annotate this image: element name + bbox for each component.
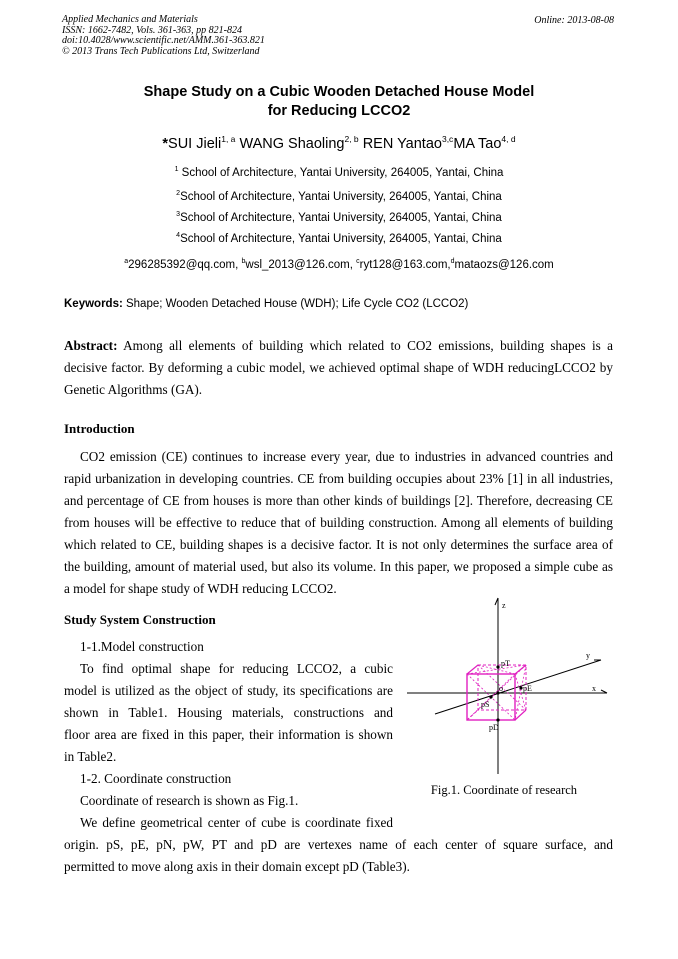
affiliation-3 (0, 211, 678, 224)
body-line: model is utilized as the object of study, its specifications are (64, 683, 393, 698)
label-x: x (592, 684, 596, 693)
paper-title (0, 83, 678, 121)
coordinate-figure (405, 596, 615, 778)
affiliation-1 (0, 166, 678, 179)
journal-name: Applied Mechanics and Materials (62, 14, 198, 25)
author-affil: 4, d (501, 134, 516, 144)
label-pT: pT (501, 659, 510, 668)
body-line: Coordinate of research is shown as Fig.1. (80, 793, 299, 808)
affiliation-text: School of Architecture, Yantai University, 264005, Yantai, China (180, 190, 502, 203)
online-date: Online: 2013-08-08 (534, 15, 614, 26)
email-address[interactable]: wsl_2013@126.com, (245, 258, 357, 271)
abstract-label: Abstract: (64, 338, 118, 353)
intro-heading: Introduction (64, 421, 135, 436)
author-name: SUI Jieli (168, 135, 222, 152)
issn: ISSN: 1662-7482, Vols. 361-363, pp 821-824 (62, 24, 242, 36)
author-name: WANG Shaoling (239, 135, 345, 152)
point-pT (496, 665, 499, 668)
study-heading: Study System Construction (64, 612, 216, 627)
label-pE: pE (523, 684, 532, 693)
author-affil: 3,c (441, 134, 454, 144)
email-mark: d (450, 258, 455, 265)
title-line-2: for Reducing LCCO2 (267, 103, 411, 119)
body-line: permitted to move along axis in their domain except pD (Table3). (64, 859, 410, 874)
label-o: o (499, 684, 503, 693)
author-list (0, 134, 678, 152)
body-line: We define geometrical center of cube is coordinate fixed (80, 815, 393, 830)
label-pS: pS (481, 700, 490, 709)
affiliation-text: School of Architecture, Yantai University, 264005, Yantai, China (180, 232, 502, 245)
body-line: in Table2. (64, 749, 117, 764)
cube-edge (515, 710, 526, 720)
affiliation-text: School of Architecture, Yantai University, 264005, Yantai, China (181, 166, 504, 179)
email-address[interactable]: ryt128@163.com, (359, 258, 451, 271)
author-affil: 2, b (344, 134, 359, 144)
subsection-1-1: 1-1.Model construction (80, 639, 204, 654)
title-line-1: Shape Study on a Cubic Wooden Detached House Model (143, 84, 535, 100)
abstract-text: Among all elements of building which related to CO2 emissions, building shapes is a decisive factor. By deforming a cubic model, we achieved optimal shape of WDH reducingLCCO2 by Genetic Algorithms (GA). (64, 338, 613, 397)
email-mark: c (356, 258, 360, 265)
affiliation-number: 2 (176, 190, 181, 197)
email-mark: b (241, 258, 246, 265)
figure-caption: Fig.1. Coordinate of research (430, 783, 578, 797)
journal-meta (62, 15, 265, 57)
keywords-label: Keywords: (64, 298, 123, 310)
affiliation-number: 3 (176, 211, 181, 218)
keywords-text: Shape; Wooden Detached House (WDH); Life Cycle CO2 (LCCO2) (122, 298, 469, 310)
body-line: To find optimal shape for reducing LCCO2, a cubic (80, 661, 393, 676)
intro-paragraph: CO2 emission (CE) continues to increase every year, due to industries in advanced countries and rapid urbanization in developing countries. CE from building occupies about 23% [1] in all industries, and percentage of CE from houses is more than other kinds of buildings [2]. Therefore, decreasing CE from houses will be effective to reduce that of building construction. Among all elements of building which related to CE, building shapes is a decisive factor. It is not only determines the surface area of the building, amount of material used, but also its volume. In this paper, we proposed a simple cube as a model for shape study of WDH reducing LCCO2. (64, 449, 613, 596)
body-line: shown in Table1. Housing materials, constructions and (64, 705, 393, 720)
copyright: © 2013 Trans Tech Publications Ltd, Switzerland (62, 45, 260, 57)
point-pD (496, 718, 499, 721)
email-list (0, 258, 678, 271)
author-name: MA Tao (453, 135, 502, 152)
label-z: z (502, 601, 506, 610)
affiliation-4 (0, 232, 678, 245)
affiliation-number: 1 (174, 166, 179, 173)
cube-edge (515, 665, 526, 674)
body-line: floor area are fixed in this paper, their information is shown (64, 727, 393, 742)
label-pD: pD (489, 723, 499, 732)
author-name: REN Yantao (362, 135, 442, 152)
subsection-1-2: 1-2. Coordinate construction (80, 771, 232, 786)
affiliation-2 (0, 190, 678, 203)
point-pS (489, 695, 492, 698)
abstract (64, 335, 613, 401)
author-affil: 1, a (221, 134, 236, 144)
keywords (64, 298, 468, 310)
email-address[interactable]: mataozs@126.com (454, 258, 554, 271)
email-mark: a (124, 258, 129, 265)
corresponding-mark: * (162, 135, 169, 152)
email-address[interactable]: 296285392@qq.com, (128, 258, 242, 271)
label-y: y (586, 651, 590, 660)
body-line: origin. pS, pE, pN, pW, PT and pD are vertexes name of each center of square surface, and (64, 837, 613, 852)
doi: doi:10.4028/www.scientific.net/AMM.361-363.821 (62, 35, 265, 46)
affiliation-number: 4 (176, 232, 181, 239)
affiliation-text: School of Architecture, Yantai University, 264005, Yantai, China (180, 211, 502, 224)
